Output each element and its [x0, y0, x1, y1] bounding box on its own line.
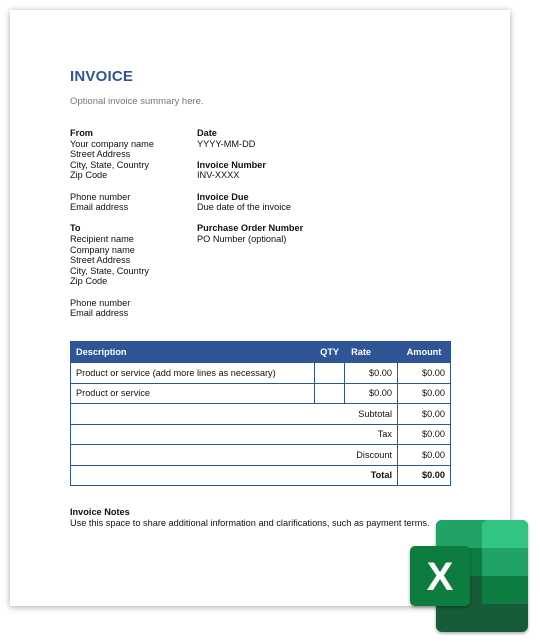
to-label: To [70, 223, 81, 234]
details-column [197, 128, 347, 245]
invoice-number-value: INV-XXXX [197, 170, 240, 181]
to-email: Email address [70, 308, 129, 319]
row-qty [315, 383, 345, 404]
from-phone: Phone number [70, 191, 131, 202]
from-label: From [70, 128, 93, 138]
header-amount: Amount [398, 342, 451, 363]
row-description: Product or service (add more lines as necessary) [71, 363, 315, 384]
to-city: City, State, Country [70, 265, 149, 276]
total-label: Total [71, 465, 398, 486]
subtotal-label: Subtotal [71, 404, 398, 425]
to-phone: Phone number [70, 297, 131, 308]
table-row [71, 383, 451, 404]
po-value: PO Number (optional) [197, 233, 287, 244]
invoice-summary: Optional invoice summary here. [70, 96, 204, 107]
invoice-due-value: Due date of the invoice [197, 202, 291, 213]
notes-text: Use this space to share additional information and clarifications, such as payment terms. [70, 518, 430, 528]
from-zip: Zip Code [70, 170, 108, 181]
header-description: Description [71, 342, 315, 363]
summary-row-discount [71, 445, 451, 466]
invoice-number-label: Invoice Number [197, 159, 266, 170]
from-street: Street Address [70, 149, 131, 160]
row-amount: $0.00 [398, 363, 451, 384]
total-value: $0.00 [398, 465, 451, 486]
tax-label: Tax [71, 424, 398, 445]
date-label: Date [197, 128, 217, 138]
invoice-due-label: Invoice Due [197, 191, 249, 202]
po-label: Purchase Order Number [197, 223, 304, 234]
invoice-notes [70, 507, 430, 529]
row-qty [315, 363, 345, 384]
excel-letter: X [426, 555, 454, 599]
summary-row-subtotal [71, 404, 451, 425]
header-qty: QTY [315, 342, 345, 363]
summary-row-tax [71, 424, 451, 445]
summary-row-total [71, 465, 451, 486]
table-header-row [71, 342, 451, 363]
tax-value: $0.00 [398, 424, 451, 445]
date-value: YYYY-MM-DD [197, 138, 256, 149]
row-amount: $0.00 [398, 383, 451, 404]
row-description: Product or service [71, 383, 315, 404]
row-rate: $0.00 [345, 383, 398, 404]
row-rate: $0.00 [345, 363, 398, 384]
notes-label: Invoice Notes [70, 507, 130, 517]
to-street: Street Address [70, 255, 131, 266]
excel-icon [400, 520, 530, 636]
subtotal-value: $0.00 [398, 404, 451, 425]
line-items-table [70, 341, 451, 486]
discount-label: Discount [71, 445, 398, 466]
from-email: Email address [70, 202, 129, 213]
header-rate: Rate [345, 342, 398, 363]
to-company: Company name [70, 244, 135, 255]
invoice-title: INVOICE [70, 68, 134, 85]
from-city: City, State, Country [70, 159, 149, 170]
from-company: Your company name [70, 138, 154, 149]
discount-value: $0.00 [398, 445, 451, 466]
invoice-page [10, 10, 510, 606]
address-column [70, 128, 190, 319]
to-recipient: Recipient name [70, 233, 134, 244]
table-row [71, 363, 451, 384]
to-zip: Zip Code [70, 276, 108, 287]
